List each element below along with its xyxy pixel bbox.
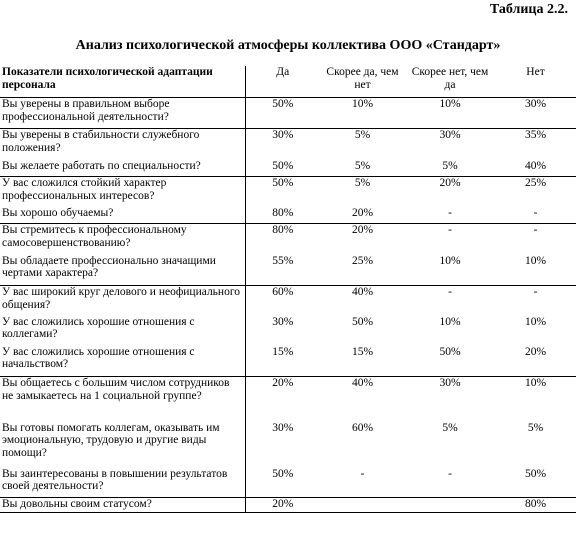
row-no: 10% bbox=[524, 315, 547, 328]
row-no: 20% bbox=[524, 345, 547, 358]
row-rather-yes: 50% bbox=[351, 315, 374, 328]
table-row bbox=[0, 377, 576, 422]
row-rather-no: - bbox=[448, 467, 452, 480]
row-question: У вас широкий круг делового и неофициального общения? bbox=[0, 286, 245, 316]
row-rather-yes bbox=[320, 498, 405, 513]
table-row bbox=[0, 177, 576, 207]
row-question: У вас сложились хорошие отношения с коллегами? bbox=[2, 315, 195, 340]
row-yes: 15% bbox=[245, 346, 320, 377]
row-rather-yes: 15% bbox=[351, 345, 374, 358]
row-question: У вас сложился стойкий характер профессиональных интересов? bbox=[0, 177, 245, 207]
table-row bbox=[0, 422, 576, 468]
psychological-atmosphere-table bbox=[0, 66, 576, 513]
row-yes: 55% bbox=[245, 255, 320, 286]
table-row bbox=[0, 160, 576, 177]
row-question: Вы хорошо обучаемы? bbox=[2, 206, 114, 219]
row-question: Вы желаете работать по специальности? bbox=[2, 159, 201, 172]
row-question: Вы довольны своим статусом? bbox=[0, 498, 245, 513]
row-rather-yes: 20% bbox=[351, 206, 374, 219]
row-rather-yes: 20% bbox=[320, 224, 405, 255]
row-rather-no: 10% bbox=[439, 315, 461, 328]
row-no: 5% bbox=[527, 421, 544, 434]
row-question: Вы заинтересованы в повышении результатов своей деятельности? bbox=[2, 467, 228, 492]
row-question: Вы уверены в правильном выборе профессиональной деятельности? bbox=[2, 98, 170, 123]
row-rather-no: - bbox=[448, 206, 452, 219]
row-yes: 20% bbox=[245, 377, 320, 422]
table-row bbox=[0, 224, 576, 255]
row-rather-yes: 5% bbox=[320, 177, 405, 207]
row-no: 35% bbox=[495, 129, 576, 160]
table-caption: Таблица 2.2. bbox=[489, 2, 568, 17]
table-row bbox=[0, 346, 576, 377]
row-question: У вас сложились хорошие отношения с начальством? bbox=[2, 345, 195, 370]
row-rather-yes: - bbox=[360, 467, 365, 480]
row-no: 25% bbox=[495, 177, 576, 207]
table-row bbox=[0, 98, 576, 129]
table-row bbox=[0, 316, 576, 346]
row-rather-yes: 40% bbox=[320, 286, 405, 316]
row-yes: 80% bbox=[245, 224, 320, 255]
row-question: Вы готовы помогать коллегам, оказывать им эмоциональную, трудовую и другие виды помощи? bbox=[2, 421, 220, 459]
header-no: Нет bbox=[495, 66, 576, 98]
row-no: 10% bbox=[524, 254, 547, 267]
row-rather-yes: 40% bbox=[320, 377, 405, 422]
row-no: - bbox=[495, 286, 576, 316]
row-yes: 30% bbox=[245, 316, 320, 346]
table-header-row bbox=[0, 66, 576, 98]
table-row bbox=[0, 207, 576, 224]
row-no: 50% bbox=[524, 467, 547, 480]
row-yes: 50% bbox=[245, 160, 320, 177]
table-row bbox=[0, 498, 576, 513]
row-rather-no: 50% bbox=[439, 345, 461, 358]
row-rather-yes: 25% bbox=[351, 254, 374, 267]
row-rather-no: 30% bbox=[405, 377, 495, 422]
table-row bbox=[0, 468, 576, 498]
table-row bbox=[0, 255, 576, 286]
row-rather-yes: 10% bbox=[351, 98, 374, 110]
table-title: Анализ психологической атмосферы коллектива ООО «Стандарт» bbox=[75, 38, 501, 53]
row-yes: 30% bbox=[245, 129, 320, 160]
row-rather-yes: 5% bbox=[354, 159, 371, 172]
row-rather-no: 5% bbox=[442, 159, 458, 172]
table-row bbox=[0, 286, 576, 316]
row-question: Вы общаетесь с большим числом сотрудников не замыкаетесь на 1 социальной группе? bbox=[0, 377, 245, 422]
row-no: - bbox=[533, 206, 538, 219]
row-rather-no: 20% bbox=[405, 177, 495, 207]
row-rather-no: 5% bbox=[442, 421, 458, 434]
table-row bbox=[0, 129, 576, 160]
row-yes: 60% bbox=[245, 286, 320, 316]
row-rather-no bbox=[405, 498, 495, 513]
row-yes: 50% bbox=[245, 468, 320, 498]
row-yes: 30% bbox=[245, 422, 320, 468]
row-no: 80% bbox=[495, 498, 576, 513]
row-question: Вы стремитесь к профессиональному самосовершенствованию? bbox=[0, 224, 245, 255]
row-no: - bbox=[495, 224, 576, 255]
row-rather-no: - bbox=[405, 224, 495, 255]
header-indicator: Показатели психологической адаптации персонала bbox=[0, 66, 245, 98]
row-no: 10% bbox=[495, 377, 576, 422]
header-rather-yes: Скорее да, чем нет bbox=[320, 66, 405, 98]
row-rather-no: 10% bbox=[439, 254, 461, 267]
row-rather-no: - bbox=[405, 286, 495, 316]
row-no: 30% bbox=[524, 98, 547, 110]
row-yes: 50% bbox=[245, 177, 320, 207]
row-rather-yes: 60% bbox=[351, 421, 374, 434]
row-yes: 20% bbox=[245, 498, 320, 513]
row-question: Вы уверены в стабильности служебного положения? bbox=[0, 129, 245, 160]
row-yes: 80% bbox=[245, 207, 320, 224]
row-yes: 50% bbox=[245, 98, 320, 129]
row-rather-no: 30% bbox=[405, 129, 495, 160]
row-no: 40% bbox=[524, 159, 547, 172]
header-yes: Да bbox=[245, 66, 320, 98]
row-rather-yes: 5% bbox=[320, 129, 405, 160]
header-rather-no: Скорее нет, чем да bbox=[405, 66, 495, 98]
row-rather-no: 10% bbox=[439, 98, 461, 110]
row-question: Вы обладаете профессионально значащими чертами характера? bbox=[2, 254, 216, 279]
